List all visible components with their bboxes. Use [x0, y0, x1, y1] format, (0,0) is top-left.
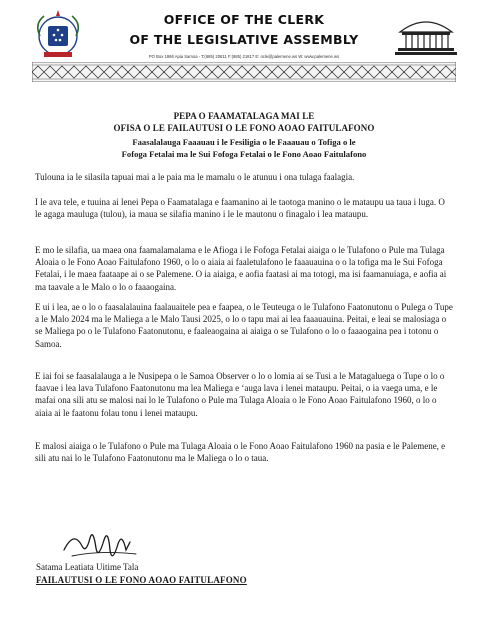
- heading-line-1: PEPA O FAAMATALAGA MAI LE: [173, 111, 315, 121]
- document-subheading: [35, 136, 453, 160]
- paragraph-purpose: I le ava tele, e tuuina ai lenei Pepa o Faamatalaga e faamanino ai le taotoga manino o le mataupu ua taua i luga. O le agaga mauluga (tulou), ia maua se silafia manino i le le mautonu o finagalo i lea mataupu.: [35, 197, 445, 220]
- handwritten-signature: [60, 520, 150, 568]
- subheading-line-2: Fofoga Fetalai ma le Sui Fofoga Fetalai o le Fono Aoao Faitulafono: [121, 149, 367, 159]
- heading-line-2: OFISA O LE FAILAUTUSI O LE FONO AOAO FAITULAFONO: [113, 123, 375, 133]
- signatory-name: Satama Leatiata Uitime Tala: [36, 562, 139, 572]
- paragraph-legal-basis: E mo le silafia, ua maea ona faamalamalama e le Afioga i le Fofoga Fetalai aiaiga o le Tulafono o Pule ma Tulaga Aloaia o le Fono Aoao Faitulafono 1960, o lo o aiaia ai faaletulafono le faaauauina o o la tofiga ma le Sui Fofoga Fetalai, i le maea faataape ai o se Palemene. O ia aiaiga, e aofia faatasi ai ma totogi, ma isi faamanuiaga, e aofia ai ma taavale a le Malo o lo o faaaogaina.: [35, 245, 447, 292]
- document-heading: [35, 110, 453, 134]
- paragraph-greeting: Tulouna ia le silasila tapuai mai a le paia ma le mamalu o le atunuu i ona tulaga faalagia.: [35, 172, 355, 182]
- letterhead: [28, 4, 460, 92]
- subheading-line-1: Faasalalauga Faaauau i le Fesiligia o le Faaauau o Tofiga o le: [132, 137, 356, 147]
- signatory-title: FAILAUTUSI O LE FONO AOAO FAITULAFONO: [36, 575, 247, 585]
- contact-details: PO Box 1866 Apia Samoa - T:(685) 20611 F:(685) 21817 E: ocle@palemene.ws W: www.palemene.ws: [148, 54, 340, 59]
- parliament-building-icon: [394, 10, 458, 58]
- decorative-border: [32, 62, 456, 82]
- paragraph-public-claims: E ui i lea, ae o lo o faasalalauina faalauaitele pea e faapea, o le Teuteuga o le Tulafono Faatonutonu o Pulega o Tupe a le Malo 2024 ma le Maliega a le Malo Tausi 2025, o lo o tapu mai ai lea faaauauina. Peitai, e leai se malosiaga o se Maliega po o le Tulafono Faatonutonu, e faaleaogaina ai aiaiga o se Tulafono o lo o faaaogaina pea i totonu o Samoa.: [35, 302, 453, 349]
- paragraph-conclusion: E malosi aiaiga o le Tulafono o Pule ma Tulaga Aloaia o le Fono Aoao Faitulafono 1960 na pasia e le Palemene, e sili atu nai lo le Tulafono Faatonutonu ma le Maliega o lo o taua.: [35, 441, 446, 464]
- paragraph-newspaper: E iai foi se faasalalauga a le Nusipepa o le Samoa Observer o lo o lomia ai se Tusi a le Matagaluega o Tupe o lo o faavae i lea lava Tulafono Faatonutonu ma lea Maliega e ‘auga lava i lenei mataupu. Peitai, o ia vaega uma, e le mafai ona sili atu se malosi nai lo le Tulafono o Pule ma Tulaga Aloaia o le Fono Aoao Faitulafono 1960, o lo o aiaia ai le faatonu folau tonu i lenei mataupu.: [35, 371, 445, 418]
- office-title-line-2: OF THE LEGISLATIVE ASSEMBLY: [129, 32, 359, 47]
- office-title-line-1: OFFICE OF THE CLERK: [163, 12, 325, 27]
